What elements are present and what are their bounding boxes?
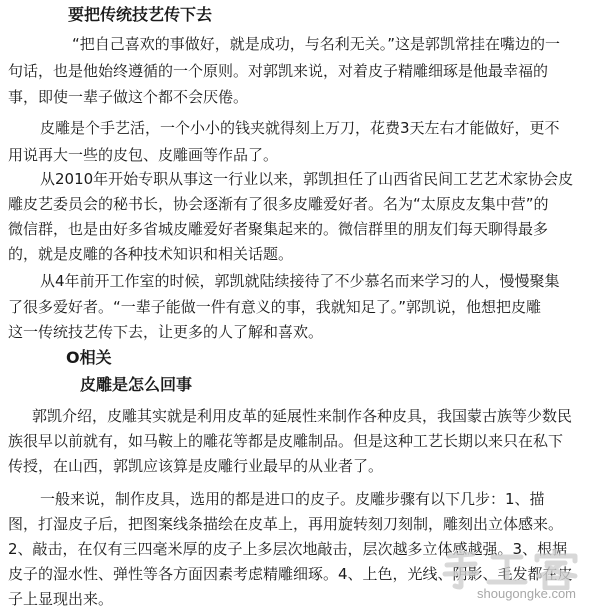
paragraph-line: 句话，也是他始终遵循的一个原则。对郭凯来说，对着皮子精雕细琢是他最幸福的: [8, 62, 549, 80]
paragraph-line: 从2010年开始专职从事这一行业以来，郭凯担任了山西省民间工艺艺术家协会皮: [40, 170, 574, 188]
paragraph-line: 从4年前开工作室的时候，郭凯就陆续接待了不少慕名而来学习的人，慢慢聚集: [40, 272, 560, 290]
watermark-url: shougongke.com: [477, 586, 577, 601]
paragraph-line: 皮子的湿水性、弹性等各方面因素考虑精雕细琢。4、上色，光线、阴影、毛发都在皮: [8, 565, 573, 583]
watermark-logo-icon: [437, 548, 587, 590]
section-heading: 要把传统技艺传下去: [68, 5, 213, 24]
paragraph-line: 事，即使一辈子做这个都不会厌倦。: [8, 88, 249, 106]
paragraph-line: 图，打湿皮子后，把图案线条描绘在皮革上，再用旋转刻刀刻制，雕刻出立体感来。: [8, 515, 564, 533]
section-heading: 皮雕是怎么回事: [80, 375, 193, 394]
paragraph-line: 郭凯介绍，皮雕其实就是利用皮革的延展性来制作各种皮具，我国蒙古族等少数民: [32, 407, 573, 425]
related-label: O相关: [66, 348, 112, 367]
paragraph-line: 用说再大一些的皮包、皮雕画等作品了。: [8, 146, 279, 164]
paragraph-line: 了很多爱好者。“一辈子能做一件有意义的事，我就知足了。”郭凯说，他想把皮雕: [8, 298, 542, 316]
paragraph-line: “把自己喜欢的事做好，就是成功，与名利无关。”这是郭凯常挂在嘴边的一: [72, 35, 561, 53]
paragraph-line: 雕皮艺委员会的秘书长，协会逐渐有了很多皮雕爱好者。名为“太原皮友集中营”的: [8, 195, 549, 213]
paragraph-line: 族很早以前就有，如马鞍上的雕花等都是皮雕制品。但是这种工艺长期以来只在私下: [8, 432, 564, 450]
paragraph-line: 传授，在山西，郭凯应该算是皮雕行业最早的从业者了。: [8, 457, 384, 475]
paragraph-line: 这一传统技艺传下去，让更多的人了解和喜欢。: [8, 323, 324, 341]
watermark: [437, 548, 587, 604]
paragraph-line: 子上显现出来。: [8, 590, 114, 608]
paragraph-line: 一般来说，制作皮具，选用的都是进口的皮子。皮雕步骤有以下几步：1、描: [40, 490, 545, 508]
paragraph-line: 皮雕是个手艺活，一个小小的钱夹就得刻上万刀，花费3天左右才能做好，更不: [40, 119, 560, 137]
paragraph-line: 微信群，也是由好多省城皮雕爱好者聚集起来的。微信群里的朋友们每天聊得最多: [8, 220, 549, 238]
paragraph-line: 2、敲击，在仅有三四毫米厚的皮子上多层次地敲击，层次越多立体感越强。3、根据: [8, 540, 568, 558]
paragraph-line: 的，就是皮雕的各种技术知识和相关话题。: [8, 245, 294, 263]
